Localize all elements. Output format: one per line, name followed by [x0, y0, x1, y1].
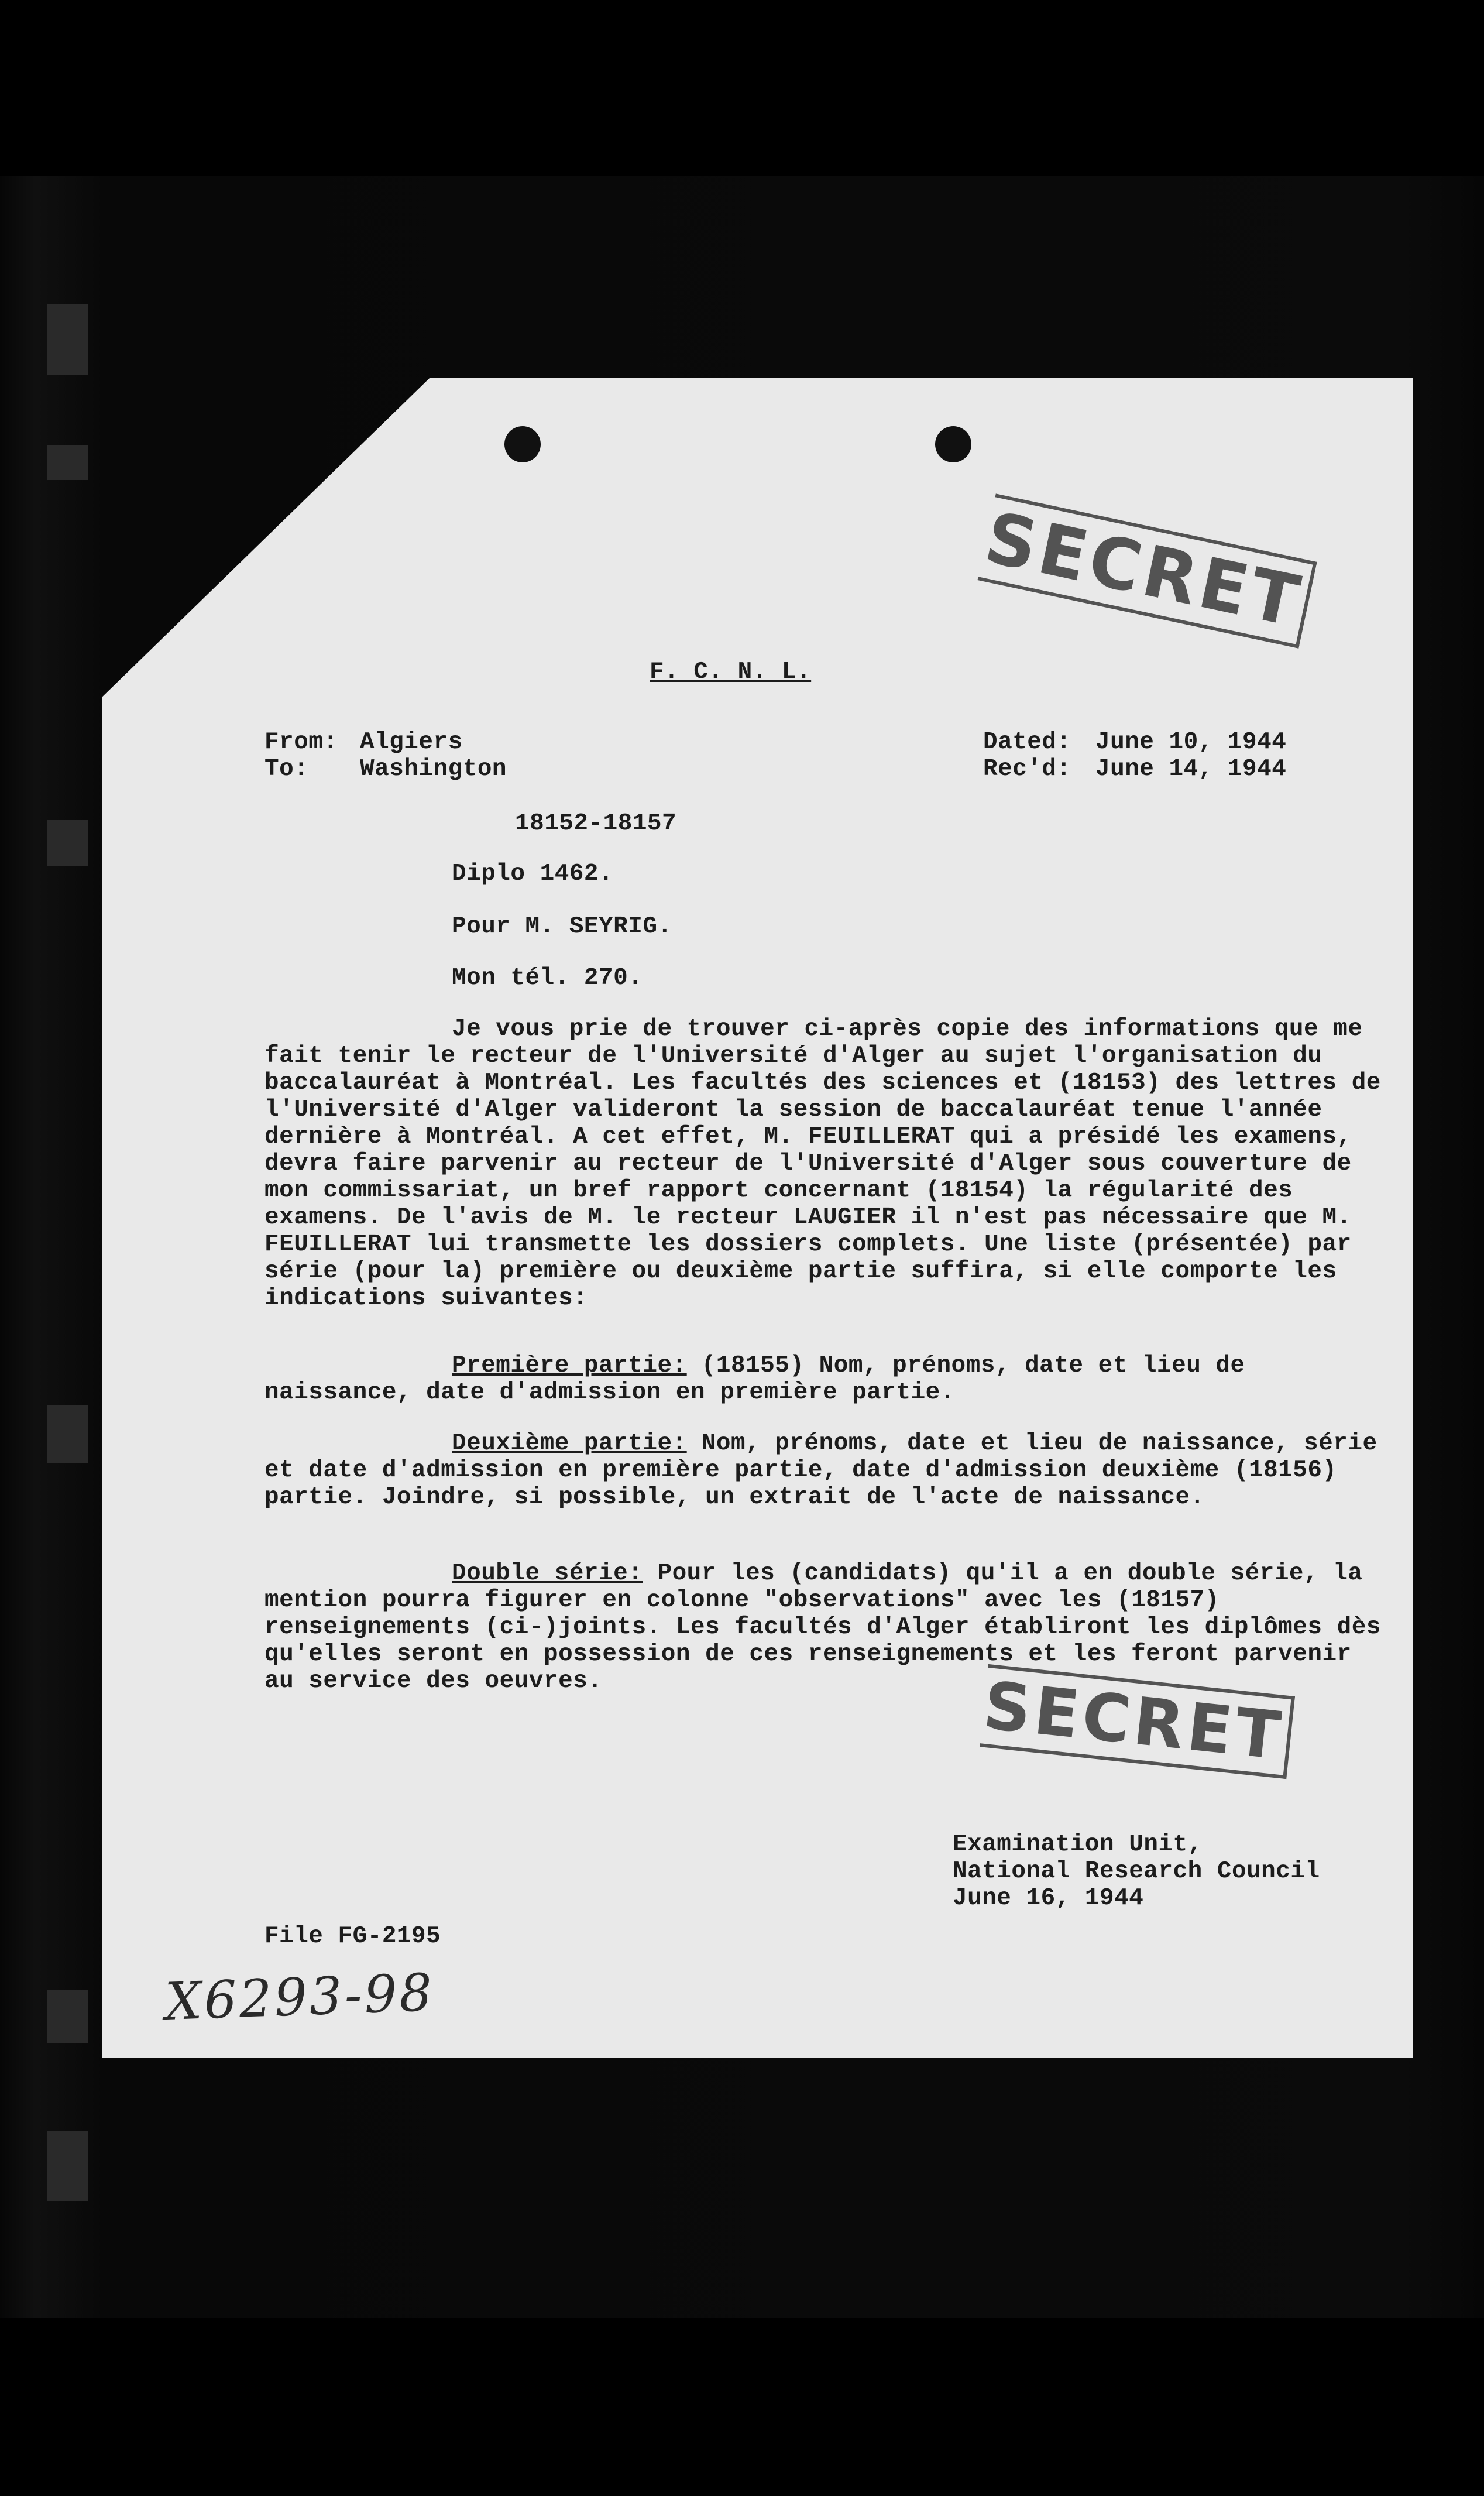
dated-value: June 10, 1944 — [1095, 729, 1287, 756]
from-label: From: — [264, 729, 338, 756]
part3-text: Pour les (candidats) qu'il a en double série, la mention pourra figurer en colonne "observations" avec les (18157) renseignements (ci-)joints. Les facultés d'Alger établiront les diplômes dès qu'elles seront en possession de ces renseignements et les feront parvenir au service des oeuvres. — [264, 1560, 1381, 1695]
diplo-reference: Diplo 1462. — [452, 860, 614, 887]
film-strip-mark — [47, 1405, 88, 1463]
part1-heading: Première partie: — [452, 1352, 687, 1379]
unit-line-2: National Research Council — [953, 1858, 1320, 1885]
film-strip-mark — [47, 820, 88, 866]
dated-label: Dated: — [983, 729, 1071, 756]
unit-line-1: Examination Unit, — [953, 1831, 1203, 1858]
message-number-range: 18152-18157 — [515, 810, 677, 837]
file-reference: File FG-2195 — [264, 1923, 441, 1950]
film-edge-top — [0, 0, 1484, 176]
secret-stamp-text: SECRET — [980, 1664, 1294, 1779]
recd-label: Rec'd: — [983, 756, 1071, 783]
part3-paragraph — [264, 1560, 1388, 1695]
unit-date: June 16, 1944 — [953, 1885, 1144, 1912]
to-label: To: — [264, 756, 309, 783]
film-edge-bottom — [0, 2318, 1484, 2496]
handwritten-reference: X6293-98 — [164, 1962, 435, 2032]
to-value: Washington — [360, 756, 507, 783]
part2-paragraph — [264, 1430, 1388, 1511]
punch-hole-left — [504, 426, 541, 462]
film-strip-mark — [47, 1990, 88, 2043]
part2-text: Nom, prénoms, date et lieu de naissance, série et date d'admission en première partie, date d'admission deuxième (18156) partie. Joindre, si possible, un extrait de l'acte de naissance. — [264, 1430, 1377, 1511]
secret-stamp-text: SECRET — [977, 493, 1317, 648]
from-value: Algiers — [360, 729, 463, 756]
part1-text: (18155) Nom, prénoms, date et lieu de naissance, date d'admission en première partie. — [264, 1352, 1245, 1406]
addressee: Pour M. SEYRIG. — [452, 913, 672, 940]
film-strip-mark — [47, 304, 88, 375]
film-strip-mark — [47, 2131, 88, 2201]
part2-heading: Deuxième partie: — [452, 1430, 687, 1457]
recd-value: June 14, 1944 — [1095, 756, 1287, 783]
telegram-reference: Mon tél. 270. — [452, 965, 643, 992]
film-strip-mark — [47, 445, 88, 480]
part3-heading: Double série: — [452, 1560, 643, 1587]
office-code: F. C. N. L. — [650, 659, 812, 685]
part1-paragraph — [264, 1352, 1388, 1406]
punch-hole-right — [935, 426, 971, 462]
main-paragraph: Je vous prie de trouver ci-après copie des informations que me fait tenir le recteur de l'Université d'Alger au sujet l'organisation du baccalauréat à Montréal. Les facultés des sciences et (18153) des lettres de l'Université d'Alger valideront la session de baccalauréat tenue l'année dernière à Montréal. A cet effet, M. FEUILLERAT qui a présidé les examens, devra faire parvenir au recteur de l'Université d'Alger sous couverture de mon commissariat, un bref rapport concernant (18154) la régularité des examens. De l'avis de M. le recteur LAUGIER il n'est pas nécessaire que M. FEUILLERAT lui transmette les dossiers complets. Une liste (présentée) par série (pour la) première ou deuxième partie suffira, si elle comporte les indications suivantes: — [264, 1016, 1381, 1312]
